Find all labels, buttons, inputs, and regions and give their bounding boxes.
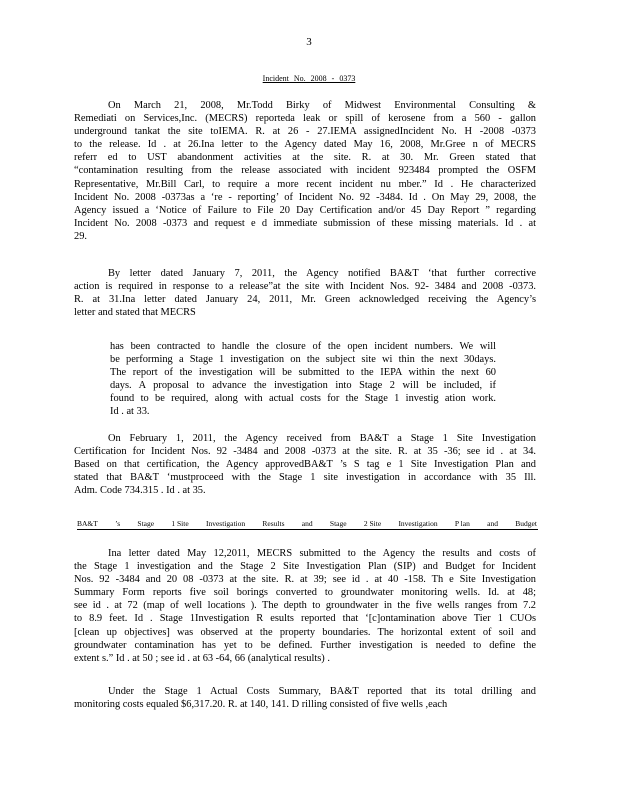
heading-word: Stage [329,519,347,528]
text-line: groundwater contamination has yet to be defined. Further investigation is needed to define the [74,639,536,651]
text-line: Representative, Mr.Bill Carl, to require a more recent incident nu mber.” Id . He characterized [74,178,536,190]
text-line: Based on that certification, the Agency approvedBA&T ’s S tag e 1 Site Investigation Plan and [74,459,536,471]
section-heading-stage1-results [77,519,537,528]
text-line: see id . at 72 (map of well locations ). The depth to groundwater in the five wells ranges from 7.2 [74,600,536,612]
text-line: Nos. 92 -3484 and 20 08 -0373 at the site. R. at 39; see id . at 40 -158. Th e Site Investigation [74,574,536,586]
text-line: found to be required, along with actual costs for the Stage 1 investig ation work. [110,393,496,405]
heading-word: Budget [515,519,537,528]
paragraph-january-2011-letter [74,267,536,319]
heading-word: and [487,519,498,528]
text-line: Summary Form reports five soil borings converted to groundwater monitoring wells. Id. at 48; [74,587,536,599]
incident-heading: Incident No. 2008 - 0373 [262,74,356,83]
text-line: letter and stated that MECRS [74,307,196,319]
text-line: 29. [74,230,87,242]
text-line: Id . at 33. [110,406,150,418]
heading-word: Stage [137,519,155,528]
text-line: “contamination resulting from the release associated with incident 923484 prompted the OSFM [74,165,536,177]
text-line: referr ed to UST abandonment activities at the site. R. at 30. Mr. Green stated that [74,152,536,164]
text-line: to 8.9 feet. Id . Stage 1Investigation R esults reported that ‘[c]ontamination above Tier 1 CUOs [74,613,536,625]
text-line: Adm. Code 734.315 . Id . at 35. [74,485,206,497]
text-line: extent s.” Id . at 50 ; see id . at 63 -64, 66 (analytical results) . [74,652,330,664]
heading-word: Investigation [205,519,246,528]
paragraph-may-2011-results [74,547,536,665]
paragraph-march-2008-release [74,99,536,243]
text-line: On February 1, 2011, the Agency received from BA&T a Stage 1 Site Investigation [108,433,536,444]
text-line: R. at 31.Ina letter dated January 24, 2011, Mr. Green acknowledged receiving the Agency’s [74,294,536,306]
heading-word: and [301,519,313,528]
text-line: By letter dated January 7, 2011, the Agency notified BA&T ‘that further corrective [108,268,536,279]
text-line: underground tankat the site toIEMA. R. at 26 - 27.IEMA assignedIncident No. H -2008 -0373 [74,126,536,138]
paragraph-february-2011-certification [74,432,536,497]
text-line: monitoring costs equaled $6,317.20. R. at 140, 141. D rilling consisted of five wells ,each [74,699,448,711]
heading-word: Results [262,519,285,528]
text-line: Under the Stage 1 Actual Costs Summary, BA&T reported that its total drilling and [108,686,536,697]
page-number: 3 [306,36,312,48]
text-line: days. A proposal to advance the investigation into Stage 2 will be included, if [110,380,496,392]
heading-word: ’s [115,519,121,528]
section-heading-rule [77,529,538,530]
text-line: On March 21, 2008, Mr.Todd Birky of Midwest Environmental Consulting & [108,100,536,111]
heading-word: 1 Site [171,519,189,528]
block-quote-mecrs [110,340,496,419]
paragraph-actual-costs [74,685,536,711]
text-line: The report of the investigation will be submitted to the IEPA within the next 60 [110,367,496,379]
text-line: Ina letter dated May 12,2011, MECRS submitted to the Agency the results and costs of [108,548,536,559]
heading-word: Investigation [398,519,438,528]
text-line: Certification for Incident Nos. 92 -3484 and 2008 -0373 at the site. R. at 35 -36; see id . at 34. [74,446,536,458]
text-line: Incident No. 2008 -0373as a ‘re - reporting’ of Incident No. 92 -3484. Id . On May 29, 2008, the [74,191,536,203]
heading-word: 2 Site [363,519,382,528]
heading-word: BA&T [77,519,98,528]
text-line: Agency issued a ‘Notice of Failure to File 20 Day Certification and/or 45 Day Report ” regarding [74,204,536,216]
text-line: action is required in response to a release”at the site with Incident Nos. 92- 3484 and 2008 -0373. [74,281,536,293]
text-line: be performing a Stage 1 investigation on the subject site wi thin the next 30days. [110,354,496,366]
text-line: stated that BA&T ‘mustproceed with the Stage 1 site investigation in accordance with 35 Ill. [74,472,536,484]
text-line: [clean up objectives] was observed at the property boundaries. The horizontal extent of soil and [74,626,536,638]
text-line: to the release. Id . at 26.Ina letter to the Agency dated May 16, 2008, Mr.Gree n of MECRS [74,139,536,151]
text-line: has been contracted to handle the closure of the open incident numbers. We will [110,341,496,352]
heading-word: P lan [454,519,470,528]
text-line: Incident No. 2008 -0373 and request e d immediate submission of these missing materials. Id . at [74,217,536,229]
text-line: the Stage 1 investigation and the Stage 2 Site Investigation Plan (SIP) and Budget for Incident [74,561,536,573]
text-line: Remediati on Services,Inc. (MECRS) reporteda leak or spill of kerosene from a 560 - gallon [74,113,536,125]
